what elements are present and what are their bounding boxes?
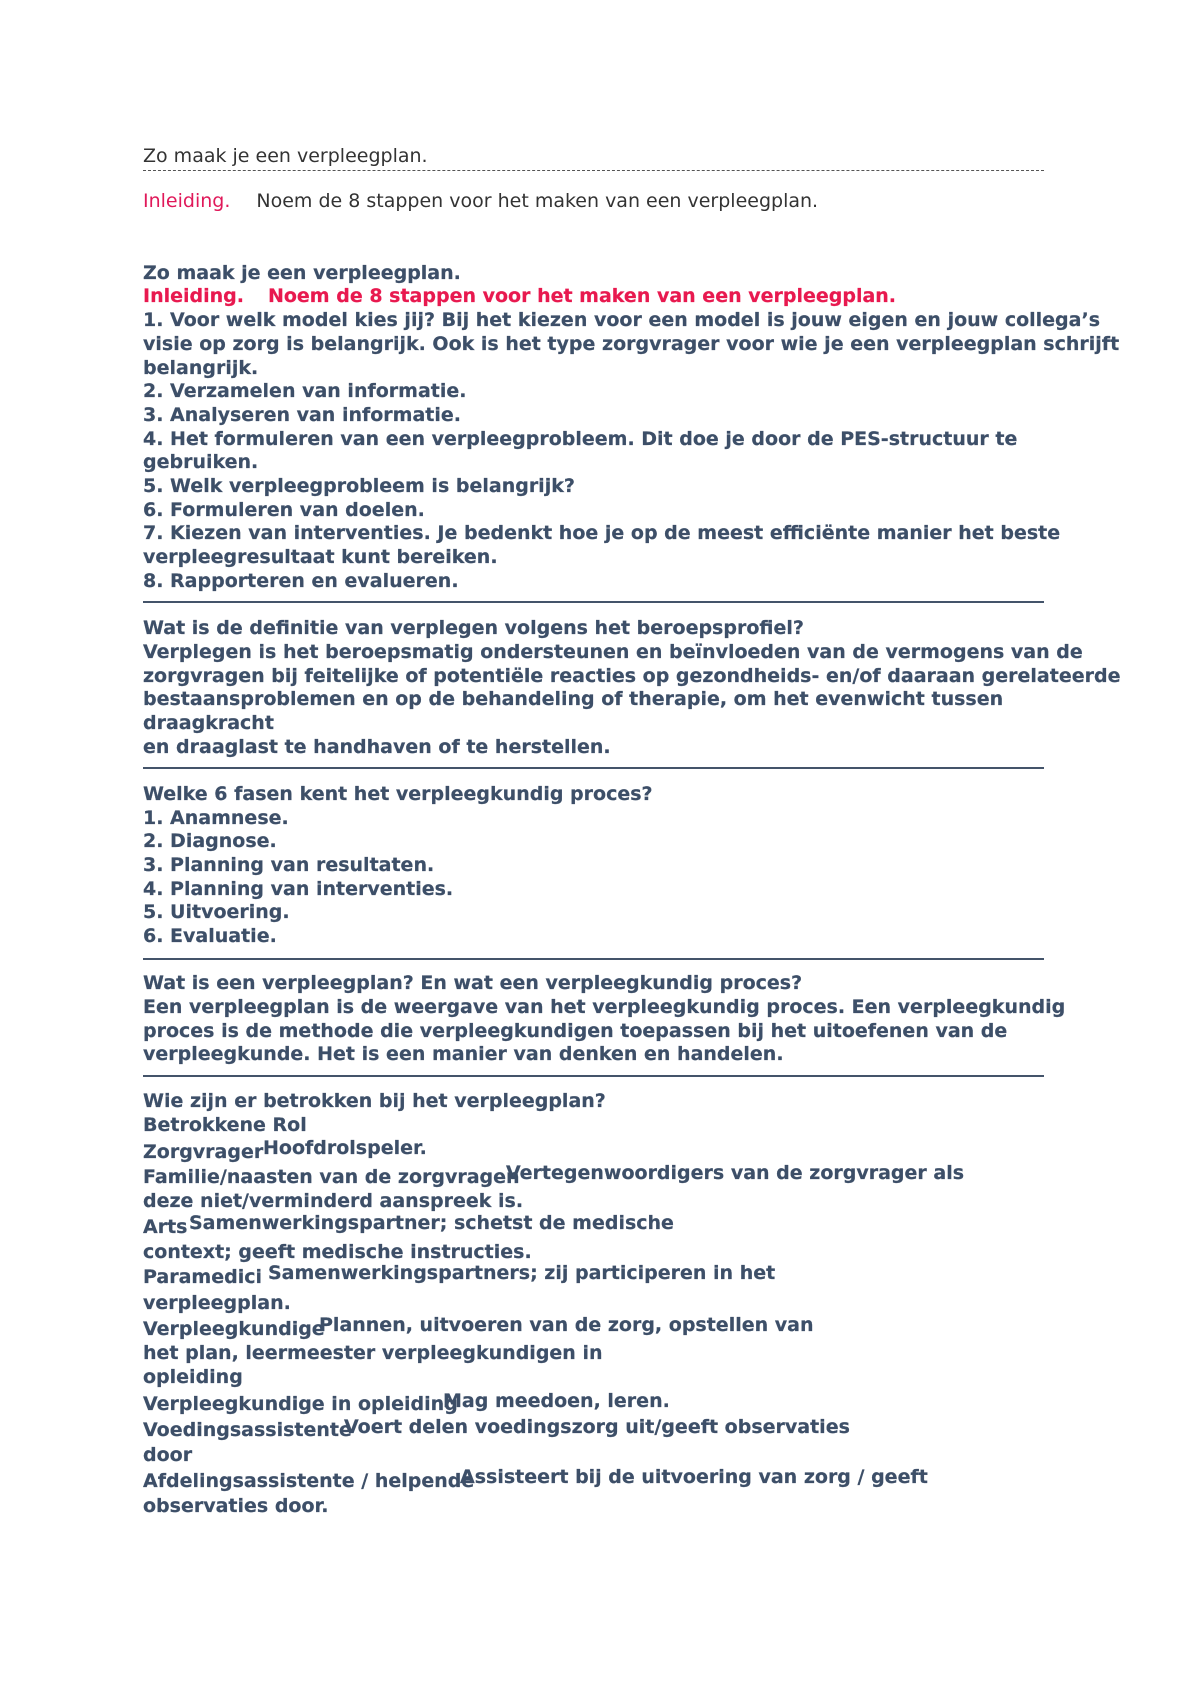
role-continuation: opleiding (143, 1366, 243, 1388)
role-cell: Assisteert bij de uitvoering van zorg / geeft (460, 1466, 928, 1488)
section-intro-line (143, 284, 896, 308)
role-cell: Samenwerkingspartner; schetst de medische (189, 1212, 674, 1234)
section-divider (143, 958, 1044, 960)
role-cell: Hoofdrolspeler. (263, 1137, 427, 1159)
phase-item: 2. Diagnose. (143, 830, 277, 852)
doc-title: Zo maak je een verpleegplan. (143, 145, 428, 167)
person-cell: Zorgvrager (143, 1141, 264, 1163)
step-line: 2. Verzamelen van informatie. (143, 380, 467, 402)
phase-item: 1. Anamnese. (143, 807, 289, 829)
person-cell: Verpleegkundige (143, 1318, 325, 1340)
role-continuation: observaties door. (143, 1495, 329, 1517)
section-intro-text: Noem de 8 stappen voor het maken van een verpleegplan. (267, 285, 897, 307)
step-line: verpleegresultaat kunt bereiken. (143, 546, 498, 568)
step-line: gebruiken. (143, 451, 259, 473)
definition-line: en draaglast te handhaven of te herstellen. (143, 736, 611, 758)
step-line: 1. Voor welk model kies jij? Bij het kiezen voor een model is jouw eigen en jouw collega’s (143, 309, 1101, 331)
plan-line: verpleegkunde. Het is een manier van denken en handelen. (143, 1043, 784, 1065)
intro-line (143, 189, 818, 213)
intro-text: Noem de 8 stappen voor het maken van een verpleegplan. (256, 190, 819, 212)
intro-label: Inleiding. (143, 190, 231, 212)
step-line: belangrijk. (143, 357, 259, 379)
role-continuation: door (143, 1444, 193, 1466)
phase-item: 5. Uitvoering. (143, 901, 290, 923)
plan-question: Wat is een verpleegplan? En wat een verpleegkundig proces? (143, 972, 803, 994)
section-title: Zo maak je een verpleegplan. (143, 262, 461, 284)
person-cell: Afdelingsassistente / helpende (143, 1470, 475, 1492)
role-cell: Mag meedoen, leren. (443, 1390, 670, 1412)
definition-line: draagkracht (143, 712, 274, 734)
definition-line: Verplegen is het beroepsmatig ondersteunen en beïnvloeden van de vermogens van de (143, 641, 1083, 663)
definition-line: zorgvragen bij feitelijke of potentiële reacties op gezondheids- en/of daaraan gerelateerde (143, 665, 1121, 687)
phase-item: 4. Planning van interventies. (143, 878, 454, 900)
step-line: 3. Analyseren van informatie. (143, 404, 461, 426)
role-continuation: context; geeft medische instructies. (143, 1241, 532, 1263)
table-header: Betrokkene Rol (143, 1114, 307, 1136)
step-line: 4. Het formuleren van een verpleegprobleem. Dit doe je door de PES-structuur te (143, 428, 1018, 450)
person-cell: Paramedici (143, 1266, 263, 1288)
role-continuation: deze niet/verminderd aanspreek is. (143, 1190, 524, 1212)
definition-question: Wat is de definitie van verplegen volgens het beroepsprofiel? (143, 617, 804, 639)
section-intro-label: Inleiding. (143, 285, 244, 307)
plan-line: Een verpleegplan is de weergave van het verpleegkundig proces. Een verpleegkundig (143, 996, 1066, 1018)
dashed-divider (143, 170, 1044, 171)
plan-line: proces is de methode die verpleegkundigen toepassen bij het uitoefenen van de (143, 1020, 1008, 1042)
person-cell: Familie/naasten van de zorgvragen (143, 1166, 520, 1188)
phase-item: 6. Evaluatie. (143, 925, 277, 947)
involved-question: Wie zijn er betrokken bij het verpleegplan? (143, 1090, 606, 1112)
definition-line: bestaansproblemen en op de behandeling of therapie, om het evenwicht tussen (143, 688, 1004, 710)
role-cell: Plannen, uitvoeren van de zorg, opstellen van (319, 1314, 814, 1336)
section-divider (143, 767, 1044, 769)
step-line: 5. Welk verpleegprobleem is belangrijk? (143, 475, 575, 497)
step-line: 7. Kiezen van interventies. Je bedenkt hoe je op de meest efficiënte manier het beste (143, 522, 1061, 544)
role-continuation: het plan, leermeester verpleegkundigen in (143, 1342, 603, 1364)
phases-question: Welke 6 fasen kent het verpleegkundig proces? (143, 783, 653, 805)
phase-item: 3. Planning van resultaten. (143, 854, 435, 876)
section-divider (143, 601, 1044, 603)
person-cell: Arts (143, 1216, 188, 1238)
step-line: 8. Rapporteren en evalueren. (143, 570, 459, 592)
step-line: 6. Formuleren van doelen. (143, 499, 425, 521)
step-line: visie op zorg is belangrijk. Ook is het type zorgvrager voor wie je een verpleegplan schrijft (143, 333, 1120, 355)
person-cell: Verpleegkundige in opleiding (143, 1393, 458, 1415)
role-cell: Samenwerkingspartners; zij participeren in het (268, 1262, 776, 1284)
person-cell: Voedingsassistente (143, 1419, 352, 1441)
role-continuation: verpleegplan. (143, 1292, 291, 1314)
role-cell: Vertegenwoordigers van de zorgvrager als (506, 1162, 965, 1184)
role-cell: Voert delen voedingszorg uit/geeft observaties (344, 1416, 850, 1438)
section-divider (143, 1075, 1044, 1077)
